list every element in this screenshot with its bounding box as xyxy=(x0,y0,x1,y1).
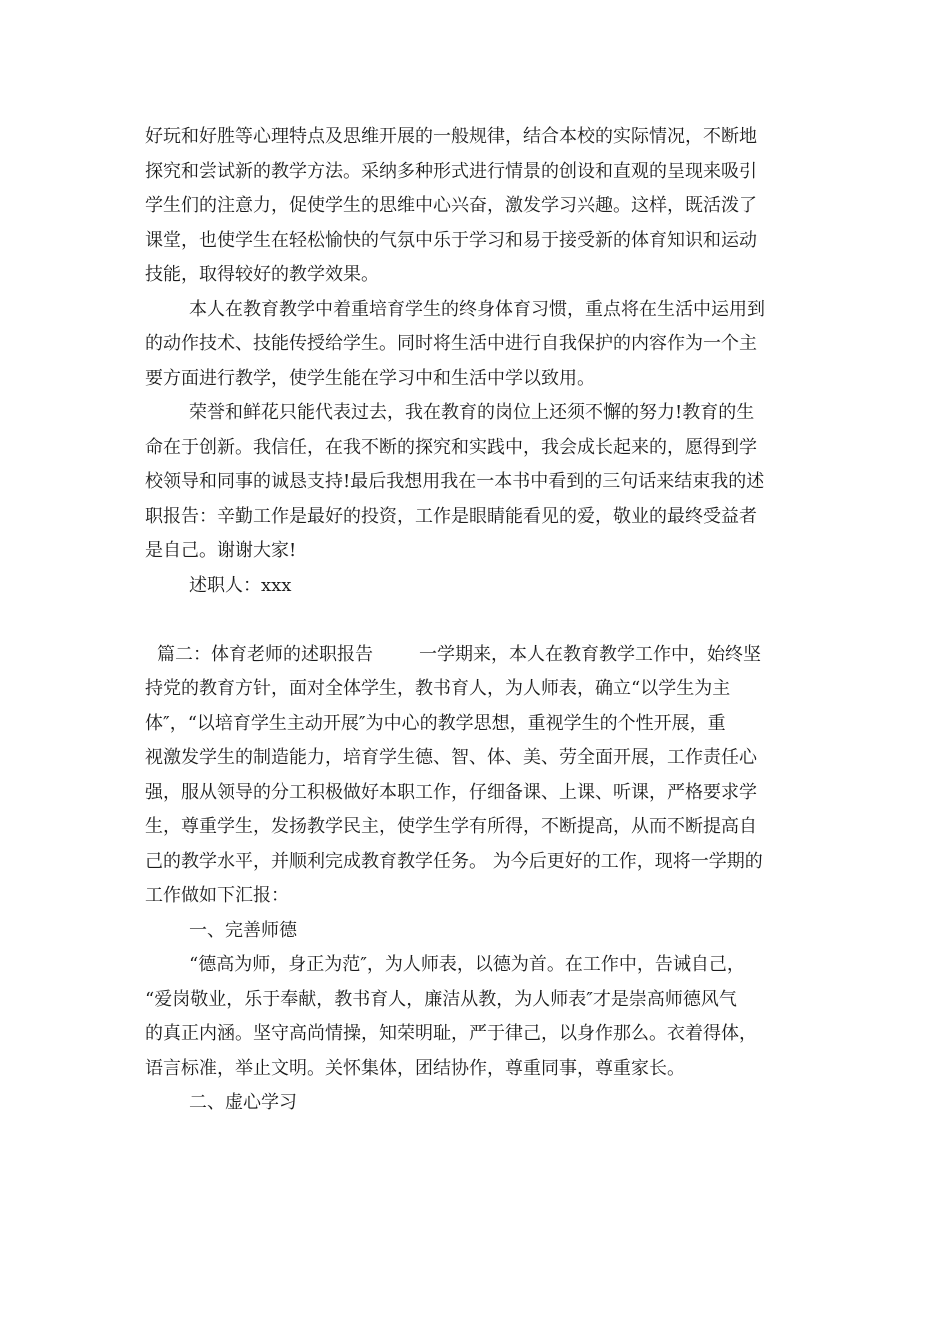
text-line: “爱岗敬业，乐于奉献，教书育人，廉洁从教，为人师表″才是崇高师德风气 xyxy=(145,988,737,1010)
text-line: 课堂，也使学生在轻松愉快的气氛中乐于学习和易于接受新的体育知识和运动 xyxy=(145,229,757,251)
section-title-learning: 二、虚心学习 xyxy=(189,1092,297,1113)
text-line: 持党的教育方针，面对全体学生，教书育人，为人师表，确立“以学生为主 xyxy=(145,678,731,699)
text-line: 生，尊重学生，发扬教学民主，使学生学有所得，不断提高，从而不断提高自 xyxy=(145,816,757,837)
text-line: 体″，“以培育学生主动开展″为中心的教学思想，重视学生的个性开展，重 xyxy=(145,712,726,734)
text-line: 探究和尝试新的教学方法。采纳多种形式进行情景的创设和直观的呈现来吸引 xyxy=(145,160,757,182)
text-line: 己的教学水平，并顺利完成教育教学任务。 为今后更好的工作，现将一学期的 xyxy=(145,850,763,872)
text-line: 命在于创新。我信任，在我不断的探究和实践中，我会成长起来的，愿得到学 xyxy=(145,436,757,458)
text-line: 语言标准，举止文明。关怀集体，团结协作，尊重同事，尊重家长。 xyxy=(145,1057,685,1079)
paragraph-teaching-methods xyxy=(145,120,810,293)
text-line: “德高为师，身正为范″，为人师表，以德为首。在工作中，告诫自己， xyxy=(189,954,745,975)
text-line: 的动作技术、技能传授给学生。同时将生活中进行自我保护的内容作为一个主 xyxy=(145,333,757,354)
paragraph-part2-intro xyxy=(145,638,810,914)
text-line: 技能，取得较好的教学效果。 xyxy=(145,264,379,285)
document-body xyxy=(145,120,810,1121)
paragraph-lifelong-sports xyxy=(145,293,810,397)
text-line: 职报告：辛勤工作是最好的投资，工作是眼睛能看见的爱，敬业的最终受益者 xyxy=(145,505,757,527)
text-line: 是自己。谢谢大家! xyxy=(145,540,297,561)
text-line: 工作做如下汇报： xyxy=(145,885,289,906)
text-line: 视激发学生的制造能力，培育学生德、智、体、美、劳全面开展，工作责任心 xyxy=(145,747,757,768)
paragraph-ethics xyxy=(145,948,810,1086)
text-line: 校领导和同事的诚恳支持!最后我想用我在一本书中看到的三句话来结束我的述 xyxy=(145,471,765,492)
paragraph-conclusion xyxy=(145,396,810,569)
text-line: 学生们的注意力，促使学生的思维中心兴奋，激发学习兴趣。这样，既活泼了 xyxy=(145,195,757,216)
signature: 述职人：xxx xyxy=(189,574,292,596)
text-line: 本人在教育教学中着重培育学生的终身体育习惯，重点将在生活中运用到 xyxy=(189,298,765,320)
text-line: 要方面进行教学，使学生能在学习中和生活中学以致用。 xyxy=(145,367,595,389)
text-line: 荣誉和鲜花只能代表过去，我在教育的岗位上还须不懈的努力!教育的生 xyxy=(189,402,755,423)
text-line: 强，服从领导的分工积极做好本职工作，仔细备课、上课、听课，严格要求学 xyxy=(145,781,757,803)
part2-heading-line xyxy=(145,638,810,673)
section-title-ethics: 一、完善师德 xyxy=(189,919,297,941)
part2-heading: 篇二：体育老师的述职报告 xyxy=(157,643,373,665)
text-line: 一学期来，本人在教育教学工作中，始终坚 xyxy=(419,643,761,665)
text-line: 的真正内涵。坚守高尚情操，知荣明耻，严于律己，以身作那么。衣着得体， xyxy=(145,1023,757,1044)
spacer xyxy=(145,603,810,638)
text-line: 好玩和好胜等心理特点及思维开展的一般规律，结合本校的实际情况，不断地 xyxy=(145,126,757,147)
